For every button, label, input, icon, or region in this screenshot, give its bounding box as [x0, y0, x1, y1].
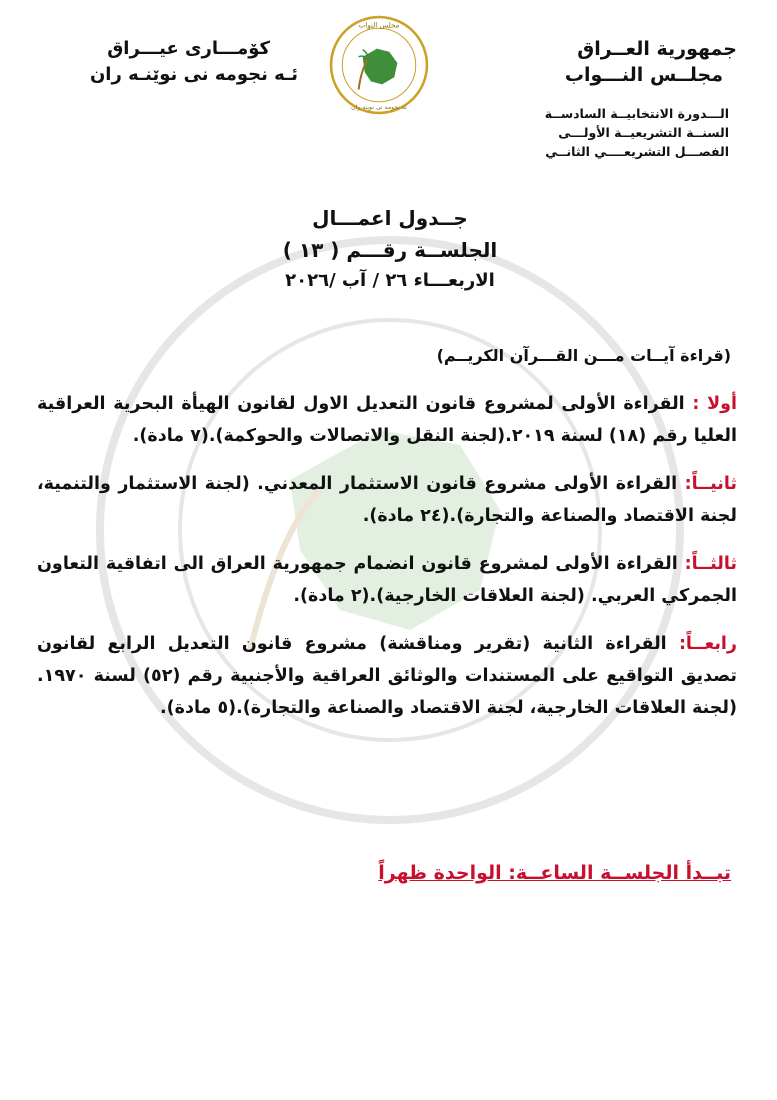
agenda-item — [37, 388, 737, 452]
header-right — [517, 36, 737, 161]
item-text: القراءة الأولى لمشروع قانون انضمام جمهورية العراق الى اتفاقية التعاون الجمركي العربي. (لجنة العلاقات الخارجية).(٢ مادة). — [37, 554, 737, 606]
item-text: القراءة الأولى لمشروع قانون التعديل الاول لقانون الهيأة البحرية العراقية العليا رقم (١٨) لسنة ٢٠١٩.(لجنة النقل والاتصالات والحوكمة).(٧ مادة). — [37, 394, 737, 446]
item-label: ثانيــاً: — [684, 474, 737, 494]
session-start-time: تبــدأ الجلســة الساعــة: الواحدة ظهراً — [378, 862, 731, 884]
agenda-item — [37, 628, 737, 724]
logo-top-text: مجلس النواب — [358, 20, 400, 30]
item-text: القراءة الأولى مشروع قانون الاستثمار المعدني. (لجنة الاستثمار والتنمية، لجنة الاقتصاد والصناعة والتجارة).(٢٤ مادة). — [37, 474, 737, 526]
session-number: الجلســة رقـــم ( ١٣ ) — [282, 238, 498, 262]
quran-reading: (قراءة آيــات مـــن القـــرآن الكريــم) — [436, 346, 731, 365]
agenda-items — [37, 388, 737, 740]
legislative-term: الفصـــل التشريعــــي الثانــي — [545, 144, 729, 159]
item-label: رابعــاً: — [678, 634, 737, 654]
council-name: مجلــس النـــواب — [564, 64, 723, 86]
item-label: أولا : — [692, 394, 738, 414]
session-date: الاربعـــاء ٢٦ / آب /٢٠٢٦ — [285, 270, 495, 291]
electoral-cycle: الـــدورة الانتخابيــة السادســة — [544, 106, 729, 121]
header-left — [58, 36, 298, 88]
logo-bottom-text: ئه نجومه نى نوينه ران — [351, 103, 407, 111]
legislative-year: السنــة التشريعيــة الأولـــى — [558, 125, 729, 140]
agenda-item — [37, 548, 737, 612]
item-label: ثالثــاً: — [684, 554, 737, 574]
agenda-title: جــدول اعمـــال — [312, 206, 468, 230]
country-name-kurdish: كۆمـــارى عيـــراق — [107, 38, 270, 59]
agenda-item — [37, 468, 737, 532]
country-name: جمهورية العــراق — [577, 38, 737, 60]
council-name-kurdish: ئـه نجومه نى نوێنـه ران — [89, 64, 298, 85]
item-text: القراءة الثانية (تقرير ومناقشة) مشروع قانون التعديل الرابع لقانون تصديق التواقيع على المستندات والوثائق العراقية والأجنبية رقم (٥٢) لسنة ١٩٧٠. (لجنة العلاقات الخارجية، لجنة الاقتصاد والصناعة والتجارة).(٥ مادة). — [37, 634, 737, 718]
parliament-logo — [328, 14, 430, 116]
